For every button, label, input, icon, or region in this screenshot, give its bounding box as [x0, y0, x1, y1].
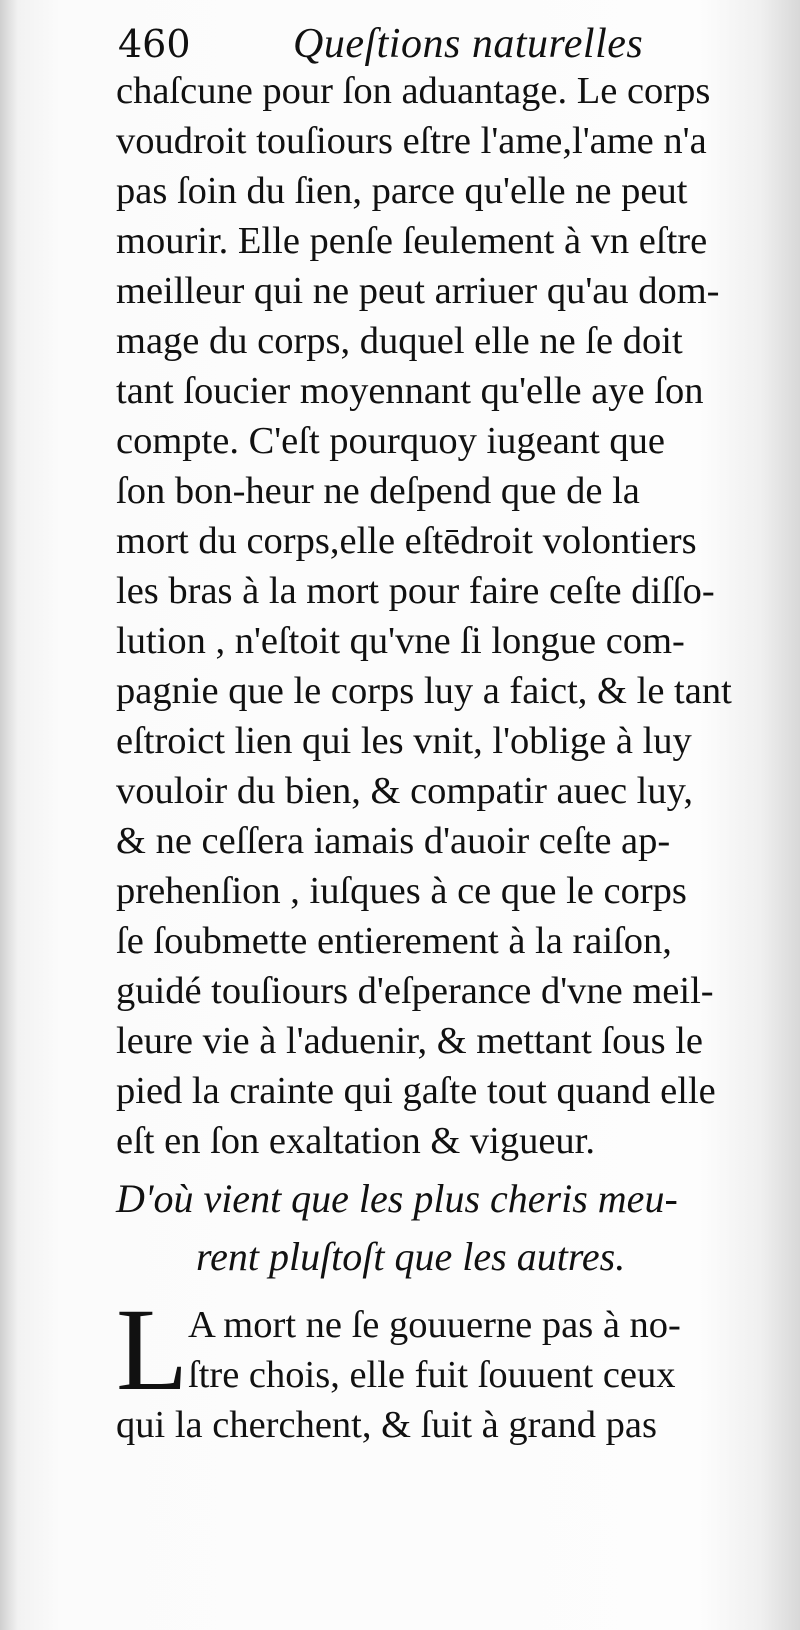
text-line: mourir. Elle penſe ſeulement à vn eſtre	[116, 220, 708, 262]
page-number: 460	[118, 22, 191, 66]
text-line: ſe ſoubmette entierement à la raiſon,	[116, 920, 672, 962]
text-line: prehenſion , iuſques à ce que le corps	[116, 870, 687, 912]
text-line: eſt en ſon exaltation & vigueur.	[116, 1120, 595, 1162]
text-line: eſtroict lien qui les vnit, l'oblige à luy	[116, 720, 692, 762]
paragraph-2	[116, 1284, 772, 1450]
text-line: mage du corps, duquel elle ne ſe doit	[116, 320, 683, 362]
text-line: A mort ne ſe gouuerne pas à no-	[188, 1304, 681, 1346]
text-line: leure vie à l'aduenir, & mettant ſous le	[116, 1020, 703, 1062]
text-line: mort du corps,elle eſtēdroit volontiers	[116, 520, 697, 562]
text-line: lution , n'eſtoit qu'vne ſi longue com-	[116, 620, 685, 662]
page-header	[118, 14, 758, 74]
paragraph-1	[116, 66, 772, 1166]
text-line: les bras à la mort pour faire ceſte diſſo-	[116, 570, 715, 612]
text-line: meilleur qui ne peut arriuer qu'au dom-	[116, 270, 720, 312]
heading-line: rent pluſtoſt que les autres.	[196, 1234, 626, 1279]
text-line: tant ſoucier moyennant qu'elle aye ſon	[116, 370, 704, 412]
text-line: ſtre chois, elle fuit ſouuent ceux	[188, 1354, 676, 1396]
text-line: pas ſoin du ſien, parce qu'elle ne peut	[116, 170, 688, 212]
text-line: voudroit touſiours eſtre l'ame,l'ame n'a	[116, 120, 707, 162]
section-heading	[116, 1170, 772, 1286]
text-line: & ne ceſſera iamais d'auoir ceſte ap-	[116, 820, 671, 862]
text-line: guidé touſiours d'eſperance d'vne meil-	[116, 970, 714, 1012]
text-line: qui la cherchent, & ſuit à grand pas	[116, 1404, 657, 1446]
text-line: ſon bon-heur ne deſpend que de la	[116, 470, 640, 512]
running-title: Queſtions naturelles	[293, 21, 644, 67]
text-line: compte. C'eſt pourquoy iugeant que	[116, 420, 666, 462]
text-line: chaſcune pour ſon aduantage. Le corps	[116, 70, 711, 112]
text-line: pied la crainte qui gaſte tout quand elle	[116, 1070, 716, 1112]
text-line: pagnie que le corps luy a faict, & le tant	[116, 670, 732, 712]
drop-cap: L	[116, 1284, 189, 1415]
text-line: vouloir du bien, & compatir auec luy,	[116, 770, 693, 812]
heading-line: D'où vient que les plus cheris meu-	[116, 1176, 678, 1221]
